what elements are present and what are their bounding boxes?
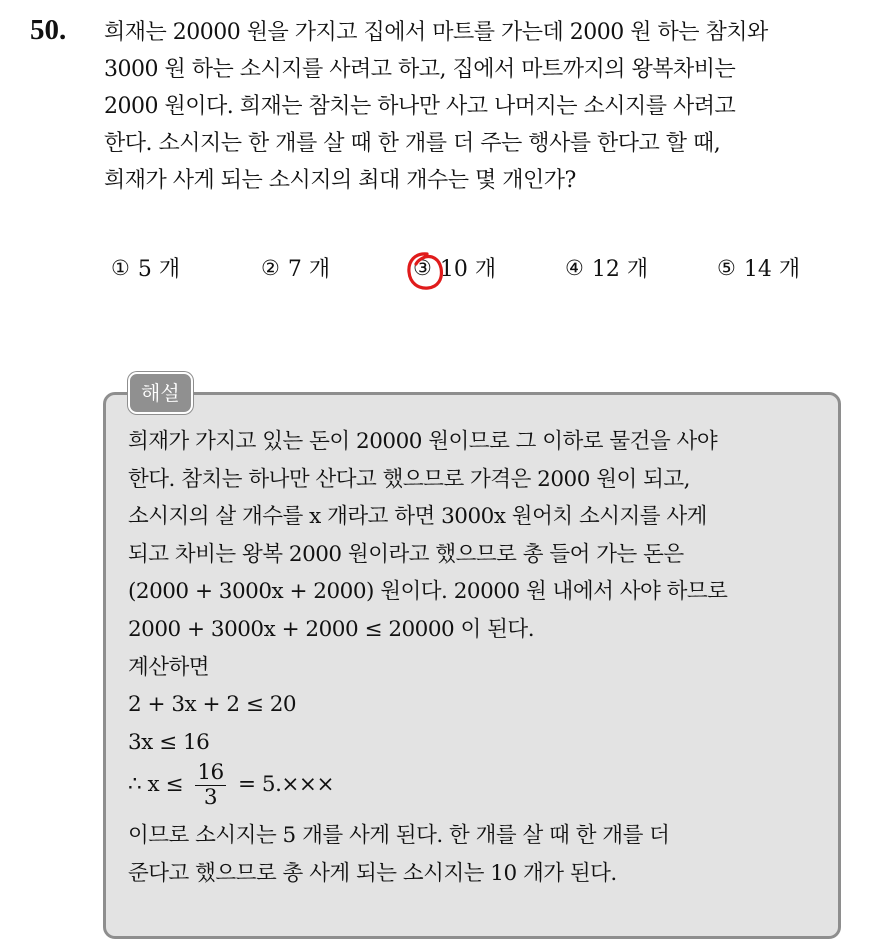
solution-body <box>128 423 828 893</box>
final-prefix: ∴ x ≤ <box>128 772 183 798</box>
solution-line: 준다고 했으므로 총 사게 되는 소시지는 10 개가 된다. <box>128 860 617 886</box>
choice-4[interactable] <box>565 252 648 283</box>
solution-line: 2 + 3x + 2 ≤ 20 <box>128 692 297 718</box>
choice-text: 5 개 <box>137 257 181 282</box>
question-line: 3000 원 하는 소시지를 사려고 하고, 집에서 마트까지의 왕복차비는 <box>104 57 736 82</box>
choice-text: 12 개 <box>591 257 649 282</box>
choice-5[interactable] <box>717 252 800 283</box>
solution-line: 2000 + 3000x + 2000 ≤ 20000 이 된다. <box>128 616 535 642</box>
choice-text: 7 개 <box>287 257 331 282</box>
choice-number: ② <box>261 255 280 280</box>
answer-circle-mark <box>405 249 445 293</box>
solution-final-inequality <box>128 761 828 817</box>
choice-text: 10 개 <box>439 257 497 282</box>
choice-number: ⑤ <box>717 255 736 280</box>
choice-number: ③ <box>413 255 432 280</box>
solution-line: 이므로 소시지는 5 개를 사게 된다. 한 개를 살 때 한 개를 더 <box>128 823 670 849</box>
fraction-denominator: 3 <box>203 784 218 810</box>
solution-line: 계산하면 <box>128 654 210 680</box>
solution-line: 3x ≤ 16 <box>128 729 210 755</box>
solution-line: 한다. 참치는 하나만 산다고 했으므로 가격은 2000 원이 되고, <box>128 466 690 492</box>
question-line: 한다. 소시지는 한 개를 살 때 한 개를 더 주는 행사를 한다고 할 때, <box>104 131 721 156</box>
question-line: 희재는 20000 원을 가지고 집에서 마트를 가는데 2000 원 하는 참치와 <box>104 20 768 45</box>
choice-text: 14 개 <box>743 257 801 282</box>
solution-line: 소시지의 살 개수를 x 개라고 하면 3000x 원어치 소시지를 사게 <box>128 504 707 530</box>
fraction-numerator: 16 <box>197 760 224 786</box>
question-line: 희재가 사게 되는 소시지의 최대 개수는 몇 개인가? <box>104 168 576 193</box>
final-suffix: = 5.××× <box>238 772 334 798</box>
fraction <box>195 761 225 809</box>
question-text <box>104 14 864 199</box>
solution-line: 희재가 가지고 있는 돈이 20000 원이므로 그 이하로 물건을 사야 <box>128 429 718 454</box>
choice-2[interactable] <box>261 252 330 283</box>
question-line: 2000 원이다. 희재는 참치는 하나만 사고 나머지는 소시지를 사려고 <box>104 94 736 119</box>
solution-line: (2000 + 3000x + 2000) 원이다. 20000 원 내에서 사야 하므로 <box>128 579 728 605</box>
question-number: 50. <box>30 14 67 46</box>
choice-number: ④ <box>565 255 584 280</box>
choice-number: ① <box>111 255 130 280</box>
choice-1[interactable] <box>111 252 180 283</box>
solution-line: 되고 차비는 왕복 2000 원이라고 했으므로 총 들어 가는 돈은 <box>128 541 684 567</box>
solution-tag: 해설 <box>128 372 193 414</box>
